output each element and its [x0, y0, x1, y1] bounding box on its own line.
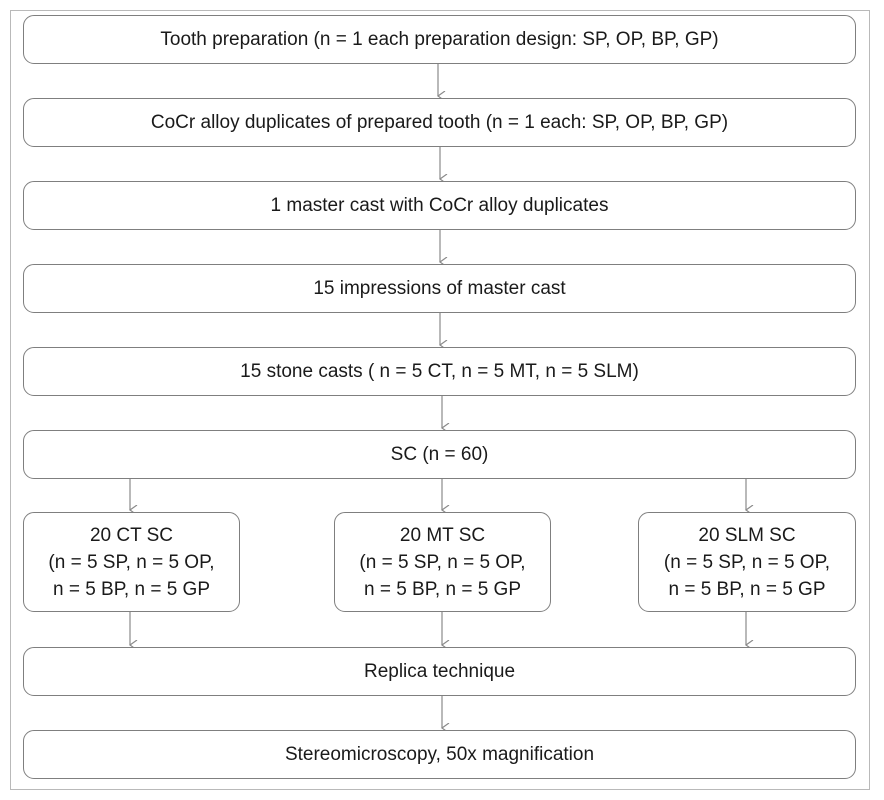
step-impressions-label: 15 impressions of master cast	[313, 278, 566, 299]
step-cocr-duplicates-label: CoCr alloy duplicates of prepared tooth (n = 1 each: SP, OP, BP, GP)	[150, 112, 729, 133]
group-ct-line2: (n = 5 SP, n = 5 OP,	[48, 551, 215, 573]
step-sc-total	[23, 430, 856, 479]
step-stereomicroscopy	[23, 730, 856, 779]
group-slm-sc	[638, 512, 856, 612]
step-impressions	[23, 264, 856, 313]
step-replica-label: Replica technique	[363, 661, 516, 682]
step-cocr-duplicates	[23, 98, 856, 147]
step-tooth-preparation-label: Tooth preparation (n = 1 each preparation design: SP, OP, BP, GP)	[160, 29, 719, 50]
step-stone-casts	[23, 347, 856, 396]
group-mt-title: 20 MT SC	[399, 524, 486, 546]
step-stone-casts-label: 15 stone casts ( n = 5 CT, n = 5 MT, n = 5 SLM)	[240, 361, 639, 382]
step-master-cast-label: 1 master cast with CoCr alloy duplicates	[270, 195, 609, 216]
step-master-cast	[23, 181, 856, 230]
group-slm-line3: n = 5 BP, n = 5 GP	[668, 578, 826, 600]
group-slm-line2: (n = 5 SP, n = 5 OP,	[663, 551, 831, 573]
step-replica-technique	[23, 647, 856, 696]
step-tooth-preparation	[23, 15, 856, 64]
step-stereomicroscopy-label: Stereomicroscopy, 50x magnification	[284, 744, 595, 765]
group-mt-line2: (n = 5 SP, n = 5 OP,	[359, 551, 526, 573]
group-ct-line3: n = 5 BP, n = 5 GP	[52, 578, 211, 600]
group-ct-title: 20 CT SC	[89, 524, 174, 546]
group-mt-sc	[334, 512, 551, 612]
step-sc-total-label: SC (n = 60)	[390, 444, 489, 465]
group-slm-title: 20 SLM SC	[698, 524, 796, 546]
group-mt-line3: n = 5 BP, n = 5 GP	[363, 578, 522, 600]
group-ct-sc	[23, 512, 240, 612]
